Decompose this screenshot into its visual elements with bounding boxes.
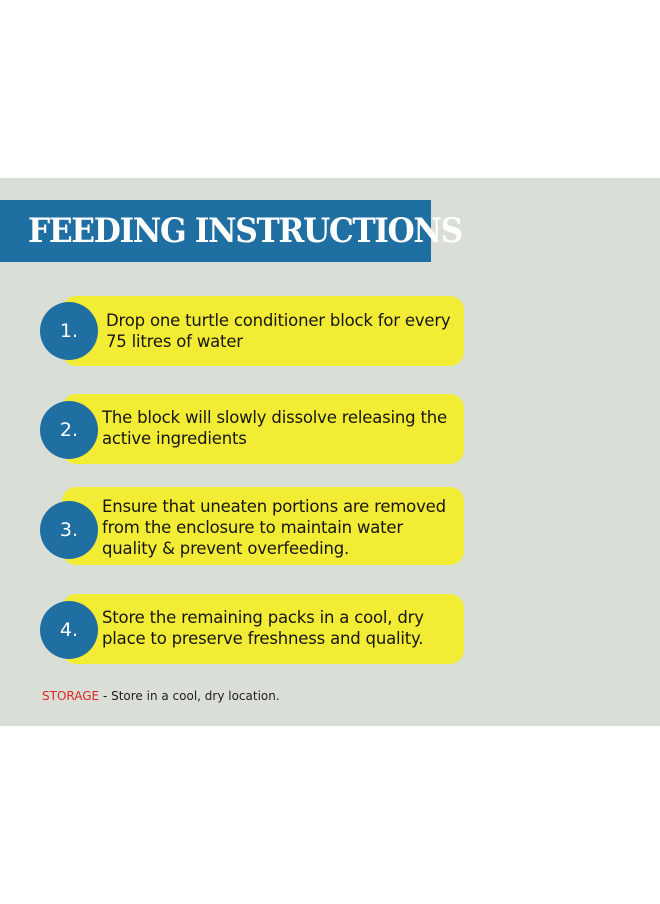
storage-note bbox=[42, 688, 280, 704]
page-title: FEEDING INSTRUCTIONS bbox=[28, 211, 462, 251]
storage-text: - Store in a cool, dry location. bbox=[99, 689, 280, 703]
step-number-badge: 4. bbox=[40, 601, 98, 659]
step-text: Ensure that uneaten portions are removed from the enclosure to maintain water quality & prevent overfeeding. bbox=[102, 497, 446, 558]
step-number-badge: 2. bbox=[40, 401, 98, 459]
step-number-badge: 3. bbox=[40, 501, 98, 559]
title-banner bbox=[0, 200, 462, 262]
step-text: Drop one turtle conditioner block for every 75 litres of water bbox=[106, 311, 451, 351]
step-number-badge: 1. bbox=[40, 302, 98, 360]
step-text: Store the remaining packs in a cool, dry place to preserve freshness and quality. bbox=[102, 608, 424, 648]
storage-label: STORAGE bbox=[42, 689, 100, 703]
feeding-instructions-panel bbox=[0, 178, 660, 726]
step-text: The block will slowly dissolve releasing the active ingredients bbox=[102, 408, 447, 448]
